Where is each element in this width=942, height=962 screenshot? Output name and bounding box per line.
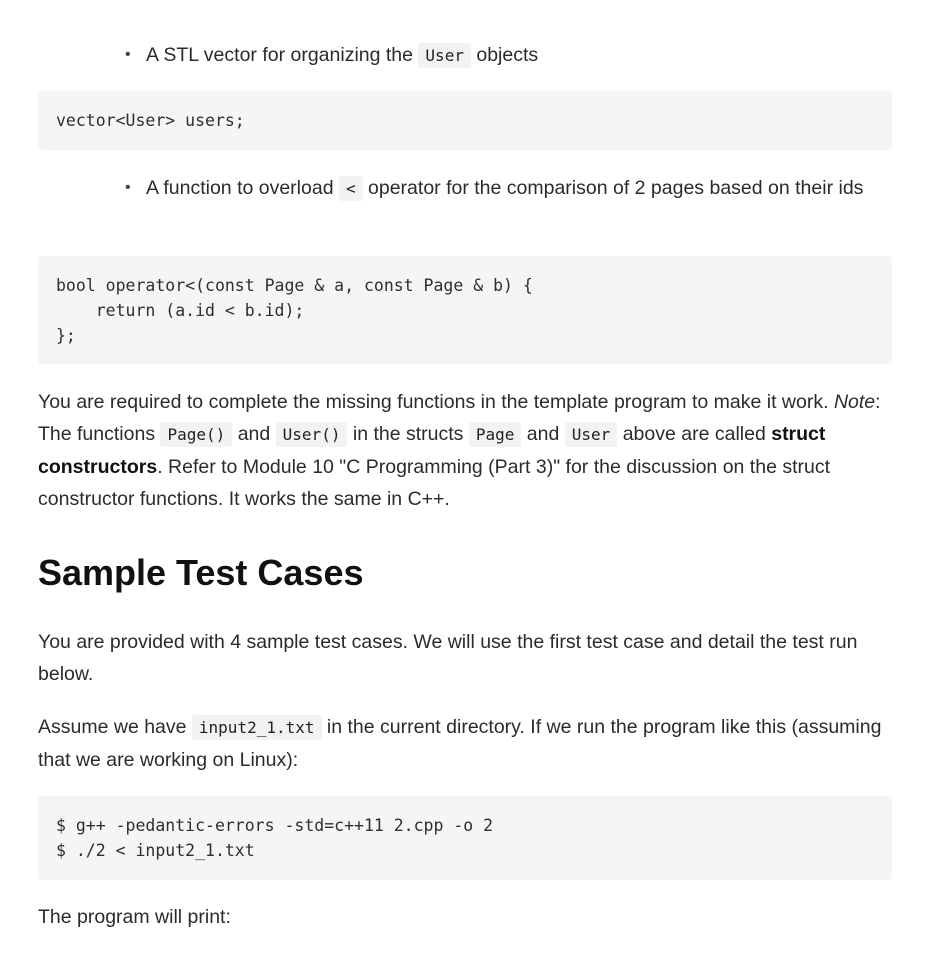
code-block-operator: bool operator<(const Page & a, const Page & b) { return (a.id < b.id); }; xyxy=(38,256,892,364)
inline-code: input2_1.txt xyxy=(192,715,322,740)
inline-code: User xyxy=(418,43,471,68)
inline-code: User() xyxy=(276,422,348,447)
paragraph-instructions: You are required to complete the missing functions in the template program to make it work. Note: The functions Page() and User() in the structs Page and User above are called struct constructors. Refer to Module 10 "C Programming (Part 3)" for the discussion on the struct constructor functions. It works the same in C++. xyxy=(38,391,881,510)
bold-term: struct constructors xyxy=(38,423,826,478)
paragraph-test-cases-intro: You are provided with 4 sample test cases. We will use the first test case and detail the test run below. xyxy=(38,631,858,685)
paragraph-run-instructions: Assume we have input2_1.txt in the current directory. If we run the program like this (assuming that we are working on Linux): xyxy=(38,716,882,771)
bullet-item-operator-overload: • A function to overload < operator for the comparison of 2 pages based on their ids xyxy=(146,172,886,205)
paragraph-program-output: The program will print: xyxy=(38,906,231,928)
inline-code: Page xyxy=(469,422,522,447)
inline-code: User xyxy=(565,422,618,447)
bullet-dot: • xyxy=(125,46,131,63)
section-heading: Sample Test Cases xyxy=(38,552,364,593)
inline-code: Page() xyxy=(160,422,232,447)
bullet-dot: • xyxy=(125,179,131,196)
note-label: Note xyxy=(833,391,876,413)
code-block-vector: vector<User> users; xyxy=(38,91,892,150)
bullet-item-user-vector: • A STL vector for organizing the User objects xyxy=(146,39,886,72)
code-block-commands: $ g++ -pedantic-errors -std=c++11 2.cpp -o 2 $ ./2 < input2_1.txt xyxy=(38,796,892,880)
inline-code: < xyxy=(339,176,363,201)
